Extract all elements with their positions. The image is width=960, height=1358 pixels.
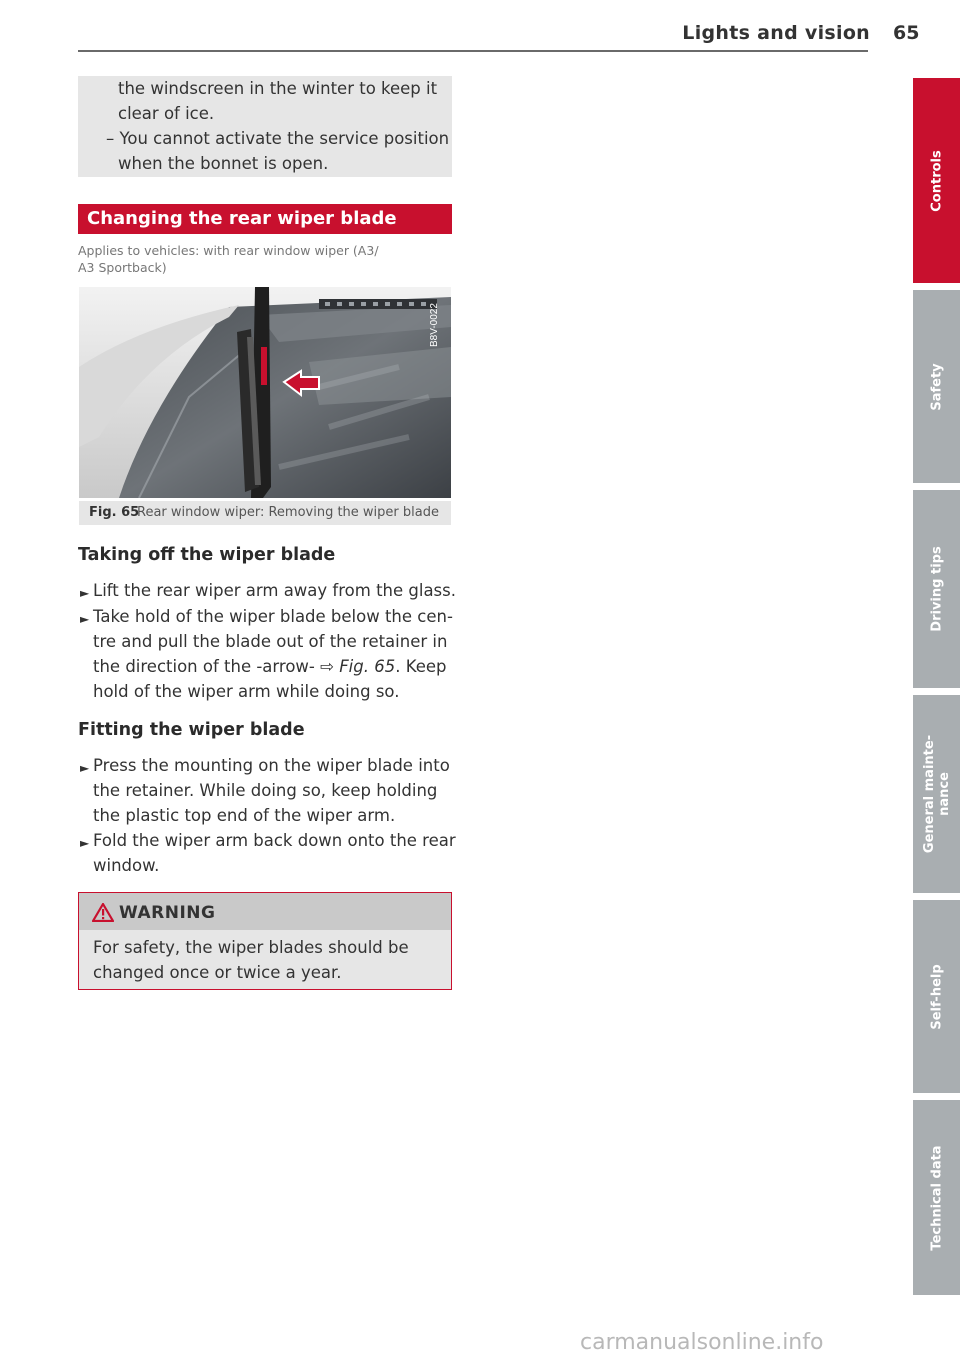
side-tab-label: Driving tips xyxy=(929,546,944,632)
section-heading-bar xyxy=(78,204,452,234)
body-line: the retainer. While doing so, keep holding xyxy=(93,781,438,800)
side-tab-general-maintenance[interactable] xyxy=(913,695,960,893)
body-line: the plastic top end of the wiper arm. xyxy=(93,806,396,825)
side-tab-technical-data[interactable] xyxy=(913,1100,960,1295)
bullet-icon: ► xyxy=(80,761,90,775)
body-line: hold of the wiper arm while doing so. xyxy=(93,682,400,701)
applies-note xyxy=(78,242,458,276)
note-line: – You cannot activate the service position xyxy=(106,129,450,148)
heading-fitting: Fitting the wiper blade xyxy=(78,720,305,740)
bullet-icon: ► xyxy=(80,836,90,850)
warning-header xyxy=(79,893,451,930)
figure-caption xyxy=(79,501,451,525)
page-number: 65 xyxy=(893,22,920,44)
body-line: Take hold of the wiper blade below the cen- xyxy=(93,607,453,626)
side-tab-label: Technical data xyxy=(929,1144,944,1251)
side-tab-label: Controls xyxy=(929,149,944,212)
note-line: when the bonnet is open. xyxy=(118,154,329,173)
note-line: clear of ice. xyxy=(118,104,215,123)
warning-triangle-icon xyxy=(92,903,114,922)
body-line: Fold the wiper arm back down onto the rear xyxy=(93,831,456,850)
figure-caption-label: Fig. 65 xyxy=(89,505,140,520)
body-line: Press the mounting on the wiper blade into xyxy=(93,756,450,775)
body-line: tre and pull the blade out of the retainer in xyxy=(93,632,448,651)
side-tab-label: General mainte- nance xyxy=(921,734,952,854)
header-rule xyxy=(78,50,868,52)
body-line-with-ref xyxy=(93,657,447,676)
rear-wiper-illustration xyxy=(79,287,451,498)
footer-watermark: carmanualsonline.info xyxy=(580,1330,824,1355)
side-tab-self-help[interactable] xyxy=(913,900,960,1093)
side-tab-label: Self-help xyxy=(929,963,944,1030)
side-tab-controls[interactable] xyxy=(913,78,960,283)
section-title: Changing the rear wiper blade xyxy=(87,208,397,229)
warning-text-line: For safety, the wiper blades should be xyxy=(93,938,409,957)
running-header-title: Lights and vision xyxy=(682,22,870,44)
warning-text-line: changed once or twice a year. xyxy=(93,963,342,982)
side-tab-label: Safety xyxy=(929,362,944,411)
body-line-text: . Keep xyxy=(395,657,447,676)
note-line: the windscreen in the winter to keep it xyxy=(118,79,438,98)
bullet-icon: ► xyxy=(80,612,90,626)
figure-caption-text: Rear window wiper: Removing the wiper blade xyxy=(137,505,439,520)
warning-title: WARNING xyxy=(119,903,216,923)
continued-note-box xyxy=(78,76,452,177)
applies-line: A3 Sportback) xyxy=(78,260,167,275)
figure-code: B8V-0022 xyxy=(429,303,440,347)
side-tab-driving-tips[interactable] xyxy=(913,490,960,688)
figure-rear-wiper xyxy=(79,287,451,498)
body-line: Lift the rear wiper arm away from the glass. xyxy=(93,581,456,600)
body-line: window. xyxy=(93,856,160,875)
bullet-icon: ► xyxy=(80,586,90,600)
heading-taking-off: Taking off the wiper blade xyxy=(78,545,336,565)
figure-reference-link[interactable]: ⇨ Fig. 65 xyxy=(320,657,396,676)
applies-line: Applies to vehicles: with rear window wiper (A3/ xyxy=(78,243,379,258)
warning-box xyxy=(78,892,452,990)
side-tab-safety[interactable] xyxy=(913,290,960,483)
body-line-text: the direction of the -arrow- xyxy=(93,657,321,676)
